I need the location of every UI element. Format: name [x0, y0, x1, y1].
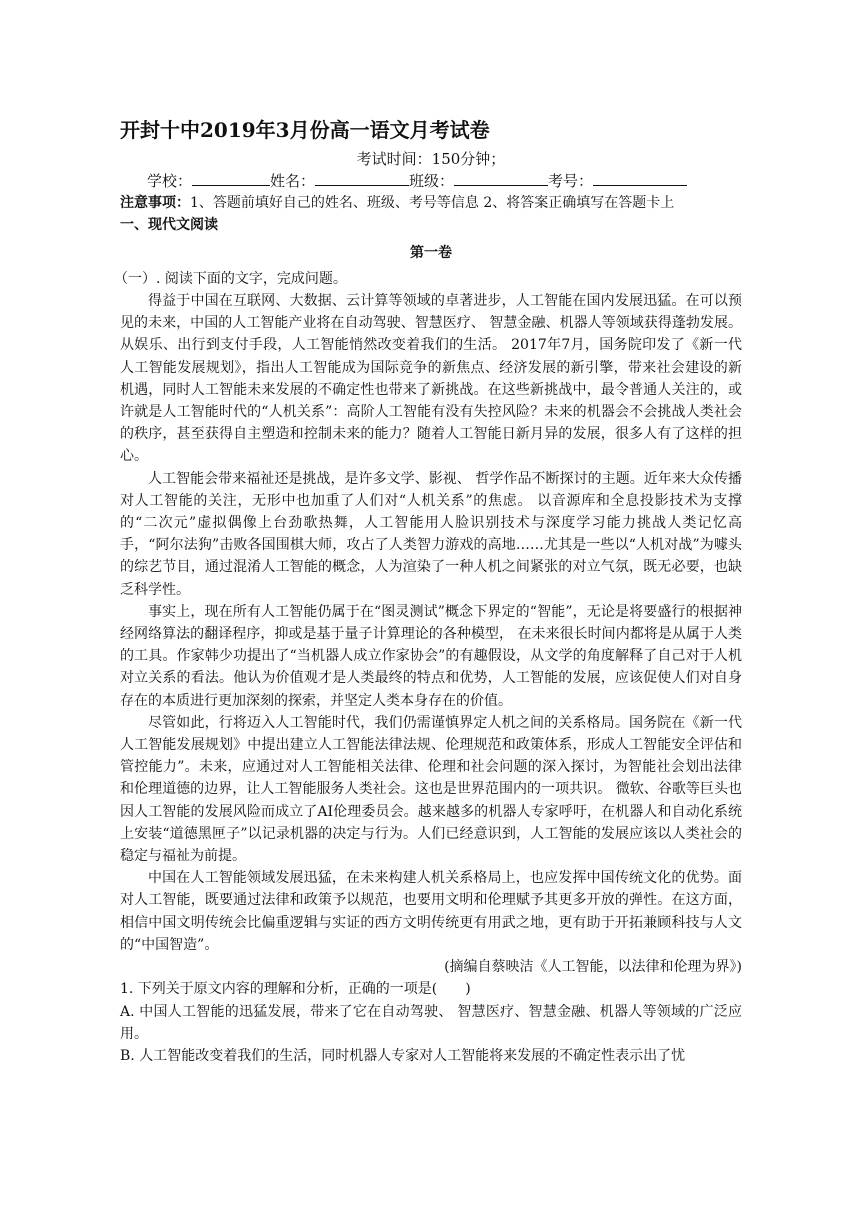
- section-title: 一、现代文阅读: [120, 217, 218, 233]
- volume-title: 第一卷: [410, 245, 452, 261]
- class-label: 班级：: [409, 172, 455, 190]
- passage-source: (摘编自蔡映洁《人工智能，以法律和伦理为界》): [444, 959, 742, 976]
- school-label: 学校：: [147, 172, 193, 190]
- exam-notice: [120, 192, 742, 214]
- question-1-option-a: A. 中国人工智能的迅猛发展，带来了它在自动驾驶、 智慧医疗、智慧金融、机器人等领域的广泛应用。: [120, 1003, 742, 1042]
- notice-text: 1、答题前填好自己的姓名、班级、考号等信息 2、将答案正确填写在答题卡上: [190, 195, 675, 211]
- name-blank: [315, 170, 409, 186]
- exam-page: [114, 112, 742, 1067]
- passage-paragraph-5: 中国在人工智能领域发展迅猛，在未来构建人机关系格局上，也应发挥中国传统文化的优势。面对人工智能，既要通过法律和政策予以规范，也要用文明和伦理赋予其更多开放的弹性。在这方面，相信中国文明传统会比偏重逻辑与实证的西方文明传统更有用武之地，更有助于开拓兼顾科技与人文的“中国智造”。: [120, 870, 742, 953]
- notice-label: 注意事项：: [120, 195, 190, 211]
- passage-paragraph-2: 人工智能会带来福祉还是挑战，是许多文学、影视、 哲学作品不断探讨的主题。近年来大众传播对人工智能的关注，无形中也加重了人们对“人机关系”的焦虑。 以音源库和全息投影技术为支撑的“二次元”虚拟偶像上台劲歌热舞，人工智能用人脸识别技术与深度学习能力挑战人类记忆高手，“阿尔法狗”击败各国围棋大师，攻占了人类智力游戏的高地……尤其是一些以“人机对战”为噱头的综艺节目，通过混淆人工智能的概念，人为渲染了一种人机之间紧张的对立气氛，既无必要，也缺乏科学性。: [120, 470, 742, 598]
- exam-title: 开封十中2019年3月份高一语文月考试卷: [120, 118, 490, 142]
- question-1-option-b: B. 人工智能改变着我们的生活，同时机器人专家对人工智能将来发展的不确定性表示出了忧: [120, 1047, 686, 1064]
- school-blank: [192, 170, 270, 186]
- number-label: 考号：: [548, 172, 594, 190]
- class-blank: [454, 170, 548, 186]
- question-1-stem: 1. 下列关于原文内容的理解和分析，正确的一项是( ): [120, 981, 471, 998]
- passage-paragraph-4: 尽管如此，行将迈入人工智能时代，我们仍需谨慎界定人机之间的关系格局。国务院在《新一代人工智能发展规划》中提出建立人工智能法律法规、伦理规范和政策体系，形成人工智能安全评估和管控能力”。未来，应通过对人工智能相关法律、伦理和社会问题的深入探讨，为智能社会划出法律和伦理道德的边界，让人工智能服务人类社会。这也是世界范围内的一项共识。 微软、谷歌等巨头也因人工智能的发展风险而成立了AI伦理委员会。越来越多的机器人专家呼吁，在机器人和自动化系统上安装“道德黑匣子”以记录机器的决定与行为。人们已经意识到，人工智能的发展应该以人类社会的稳定与福祉为前提。: [120, 714, 742, 865]
- part-heading: （一）. 阅读下面的文字，完成问题。: [114, 271, 347, 287]
- name-label: 姓名：: [270, 172, 316, 190]
- passage-paragraph-1: 得益于中国在互联网、大数据、云计算等领域的卓著进步，人工智能在国内发展迅猛。在可以预见的未来，中国的人工智能产业将在自动驾驶、智慧医疗、 智慧金融、机器人等领域获得蓬勃发展。从娱乐、出行到支付手段，人工智能悄然改变着我们的生活。 2017年7月，国务院印发了《新一代人工智能发展规划》，指出人工智能成为国际竞争的新焦点、经济发展的新引擎，带来社会建设的新机遇，同时人工智能未来发展的不确定性也带来了新挑战。在这些新挑战中，最令普通人关注的，或许就是人工智能时代的“人机关系”：高阶人工智能有没有失控风险？未来的机器会不会挑战人类社会的秩序，甚至获得自主塑造和控制未来的能力？随着人工智能日新月异的发展，很多人有了这样的担心。: [120, 293, 742, 465]
- exam-time: 考试时间：150分钟；: [356, 150, 506, 168]
- student-info-line: [120, 170, 742, 192]
- number-blank: [593, 170, 687, 186]
- passage-paragraph-3: 事实上，现在所有人工智能仍属于在“图灵测试”概念下界定的“智能”，无论是将要盛行的根据神经网络算法的翻译程序，抑或是基于量子计算理论的各种模型， 在未来很长时间内都将是从属于人类的工具。作家韩少功提出了“当机器人成立作家协会”的有趣假设，从文学的角度解释了自己对于人机对立关系的看法。他认为价值观才是人类最终的特点和优势，人工智能的发展，应该促使人们对自身存在的本质进行更加深刻的探索，并坚定人类本身存在的价值。: [120, 603, 742, 709]
